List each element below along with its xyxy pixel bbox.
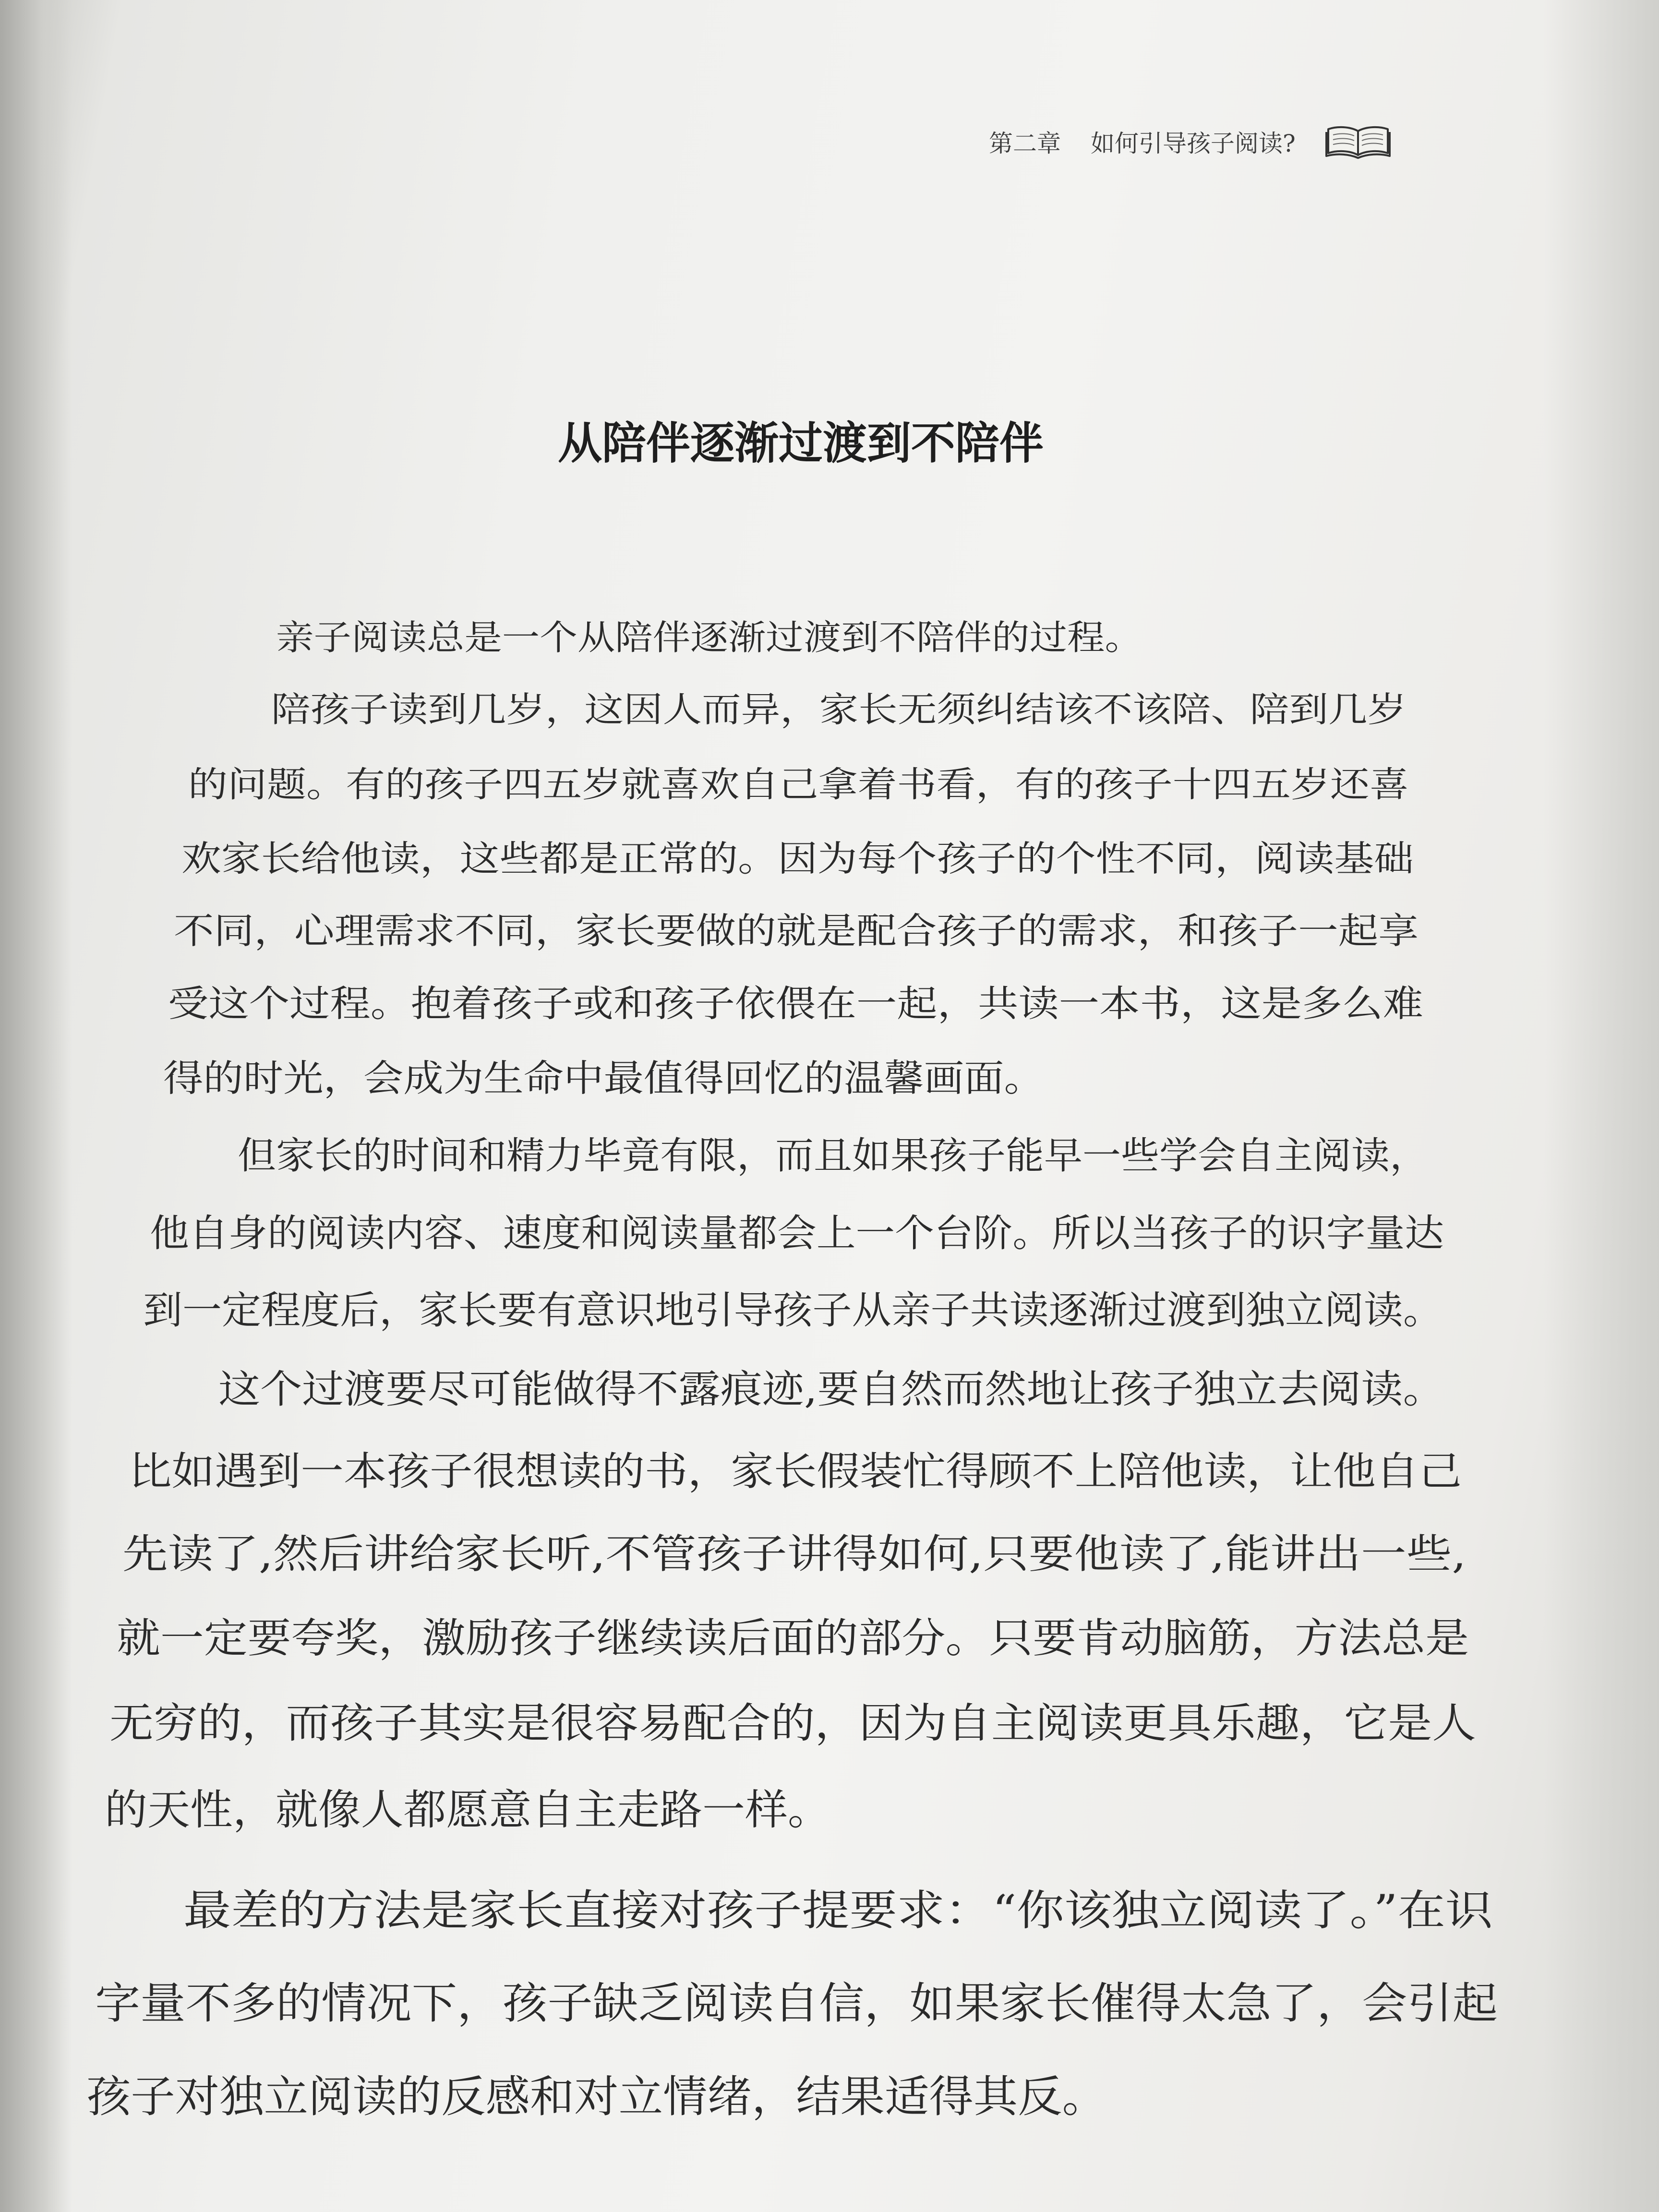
text-line: 但家长的时间和精力毕竟有限，而且如果孩子能早一些学会自主阅读， [238,1134,1429,1178]
page-edge-shadow [1544,0,1659,2212]
text-line: 到一定程度后，家长要有意识地引导孩子从亲子共读逐渐过渡到独立阅读。 [143,1288,1443,1333]
text-line: 无穷的，而孩子其实是很容易配合的，因为自主阅读更具乐趣，它是人 [109,1699,1476,1747]
text-line: 欢家长给他读，这些都是正常的。因为每个孩子的个性不同，阅读基础 [181,838,1414,879]
text-line: 亲子阅读总是一个从陪伴逐渐过渡到不陪伴的过程。 [276,617,1143,658]
running-head [989,122,1392,161]
chapter-number: 第二章 [989,130,1061,157]
text-line: 孩子对独立阅读的反感和对立情绪，结果适得其反。 [86,2072,1107,2122]
text-line: 的问题。有的孩子四五岁就喜欢自己拿着书看，有的孩子十四五岁还喜 [188,764,1409,805]
text-line: 字量不多的情况下，孩子缺乏阅读自信，如果家长催得太急了，会引起 [95,1978,1498,2029]
text-line: 陪孩子读到几岁，这因人而异，家长无须纠结该不该陪、陪到几岁 [271,689,1407,730]
text-line: 最差的方法是家长直接对孩子提要求：“你该独立阅读了。”在识 [183,1886,1493,1935]
text-line: 比如遇到一本孩子很想读的书，家长假装忙得顾不上陪他读，让他自己 [129,1449,1462,1494]
text-line: 他自身的阅读内容、速度和阅读量都会上一个台阶。所以当孩子的识字量达 [150,1211,1444,1255]
page-binding-shadow [0,0,72,2212]
text-line: 不同，心理需求不同，家长要做的就是配合孩子的需求，和孩子一起享 [174,910,1419,952]
open-book-icon [1324,124,1392,159]
text-line: 先读了,然后讲给家长听,不管孩子讲得如何,只要他读了,能讲出一些, [122,1530,1467,1577]
text-line: 这个过渡要尽可能做得不露痕迹,要自然而然地让孩子独立去阅读。 [218,1367,1445,1412]
text-line: 得的时光，会成为生命中最值得回忆的温馨画面。 [163,1058,1044,1100]
section-title: 从陪伴逐渐过渡到不陪伴 [557,417,1044,469]
text-line: 就一定要夸奖，激励孩子继续读后面的部分。只要肯动脑筋，方法总是 [117,1615,1469,1662]
text-line: 受这个过程。抱着孩子或和孩子依偎在一起，共读一本书，这是多么难 [168,982,1423,1025]
chapter-title: 如何引导孩子阅读? [1091,130,1296,157]
text-line: 的天性，就像人都愿意自主走路一样。 [105,1785,830,1834]
